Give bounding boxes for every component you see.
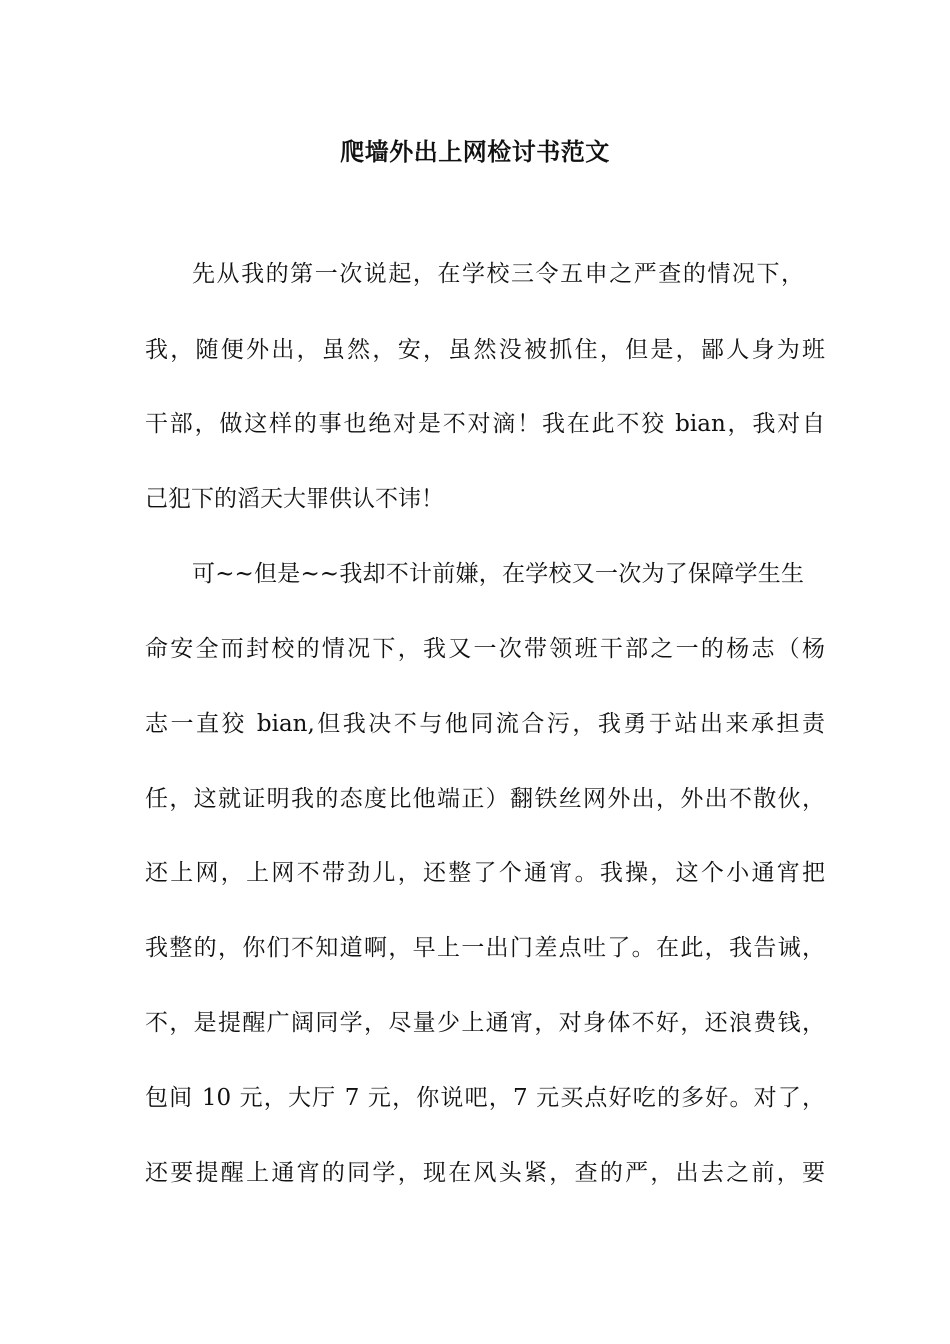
paragraph-2-line-4: 任，这就证明我的态度比他端正）翻铁丝网外出，外出不散伙， xyxy=(145,786,825,812)
paragraph-2-line-5: 还上网，上网不带劲儿，还整了个通宵。我操，这个小通宵把 xyxy=(145,860,825,886)
paragraph-2-line-8: 包间 10 元，大厅 7 元，你说吧，7 元买点好吃的多好。对了， xyxy=(145,1085,825,1111)
paragraph-2-line-3: 志一直狡 bian,但我决不与他同流合污，我勇于站出来承担责 xyxy=(145,711,825,737)
paragraph-2-line-1: 可~~但是~~我却不计前嫌，在学校又一次为了保障学生生 xyxy=(192,561,804,587)
paragraph-2-line-7: 不，是提醒广阔同学，尽量少上通宵，对身体不好，还浪费钱， xyxy=(145,1010,825,1036)
paragraph-1-line-4: 己犯下的滔天大罪供认不讳！ xyxy=(145,486,444,512)
paragraph-2-line-6: 我整的，你们不知道啊，早上一出门差点吐了。在此，我告诫， xyxy=(145,935,825,961)
paragraph-1-line-3: 干部，做这样的事也绝对是不对滴！我在此不狡 bian，我对自 xyxy=(145,411,825,437)
paragraph-1-line-1: 先从我的第一次说起，在学校三令五申之严查的情况下， xyxy=(192,261,804,287)
document-title: 爬墙外出上网检讨书范文 xyxy=(340,137,610,166)
paragraph-1-line-2: 我，随便外出，虽然，安，虽然没被抓住，但是，鄙人身为班 xyxy=(145,337,825,363)
paragraph-2-line-2: 命安全而封校的情况下，我又一次带领班干部之一的杨志（杨 xyxy=(145,636,825,662)
paragraph-2-line-9: 还要提醒上通宵的同学，现在风头紧，查的严，出去之前，要 xyxy=(145,1160,825,1186)
